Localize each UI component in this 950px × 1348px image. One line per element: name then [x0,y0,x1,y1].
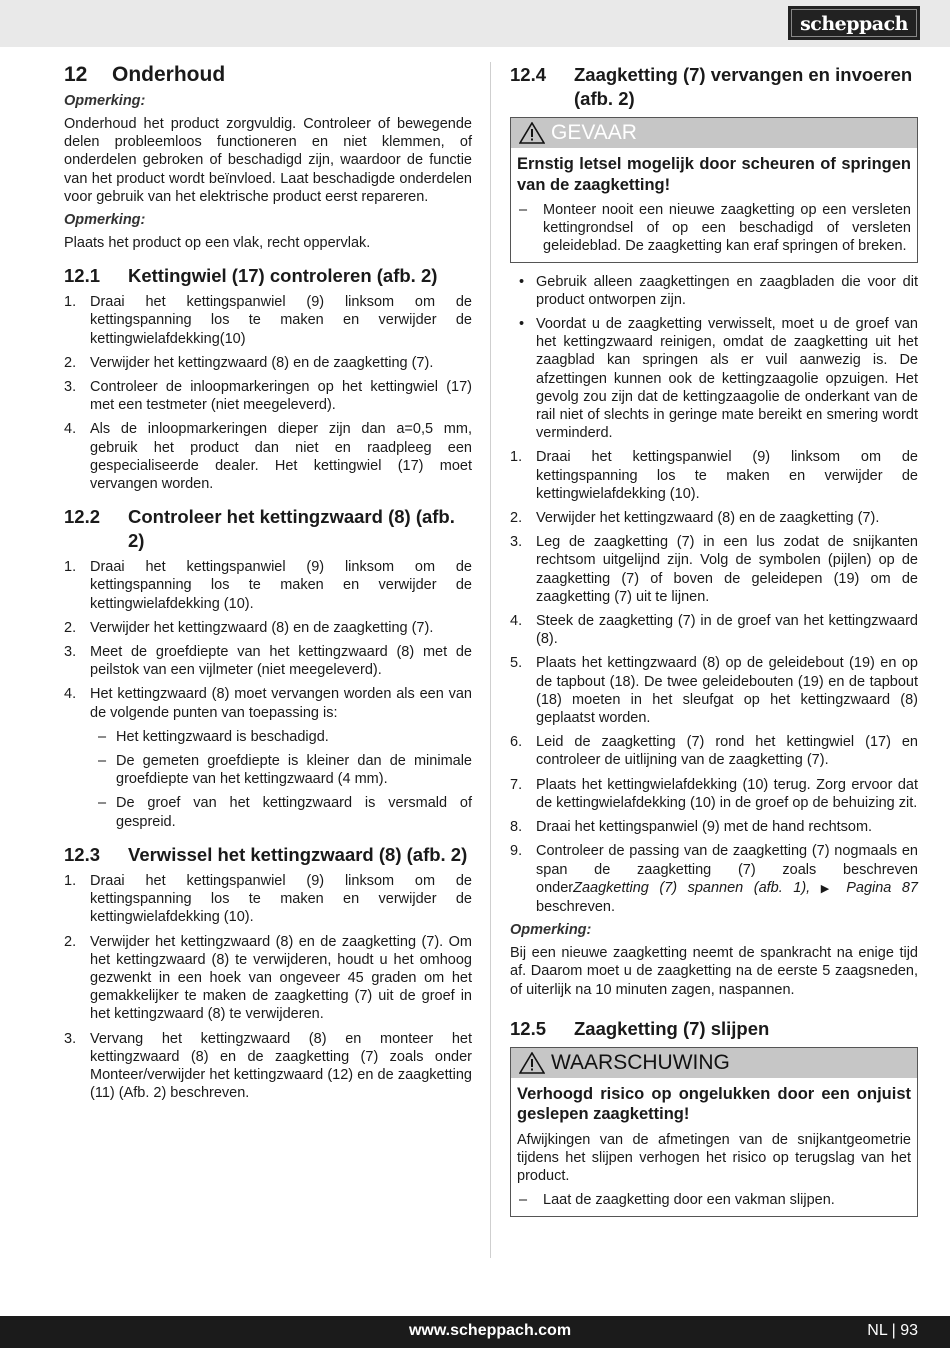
page-reference-link[interactable]: Pagina 87 [846,879,918,896]
list-item: 3. Controleer de inloopmarkeringen op het kettingwiel (17) met een testmeter (niet meegeleverd). [64,379,472,414]
list-item: 2. Verwijder het kettingzwaard (8) en de zaagketting (7). [510,510,880,527]
list-item: 6. Leid de zaagketting (7) rond het kettingwiel (17) en controleer de uitlijning van de zaagketting (7). [510,734,918,769]
list-item: 8. Draai het kettingspanwiel (9) met de hand rechtsom. [510,819,873,836]
left-column [64,60,472,1108]
list-item: – Het kettingzwaard is beschadigd. [98,728,329,745]
list-item: 3. Vervang het kettingzwaard (8) en monteer het kettingzwaard (8) en de zaagketting (7) zoals onder Monteer/verwijder het kettingzwaard (12) en de zaagketting (11) (Afb. 2) beschreven. [64,1030,472,1102]
note-label: Opmerking: [64,212,146,229]
list-item: 1. Draai het kettingspanwiel (9) linksom om de kettingspanning los te maken en verwijder de kettingwielafdekking (10). [64,559,472,612]
list-item: 1. Draai het kettingspanwiel (9) linksom om de kettingspanning los te maken en verwijder de kettingwielafdekking (10). [64,872,472,926]
section-heading-12: 12 Onderhoud [64,63,226,86]
list-item: 3. Meet de groefdiepte van het kettingzwaard (8) met de peilstok van een vijlmeter (niet meegeleverd). [64,644,472,679]
list-item: 4. Steek de zaagketting (7) in de groef van het kettingzwaard (8). [510,613,918,648]
right-column [510,60,918,1227]
header-bar [0,0,950,47]
section-heading-12-2: 12.2 Controleer het kettingzwaard (8) (afb. 2) [64,506,455,552]
danger-box [510,117,918,263]
arrow-right-icon: ▶ [820,882,836,895]
section-heading-12-4: 12.4 Zaagketting (7) vervangen en invoeren (afb. 2) [510,64,913,109]
list-item: 3. Leg de zaagketting (7) in een lus zodat de snijkanten rechtsom uitgelijnd zijn. Volg de symbolen (pijlen) op de zaagketting (7) of boven de geleidepen (19) om de zaagketting (7) uit te lijnen. [510,534,918,605]
bullet-list [510,273,918,443]
step-list [510,448,918,916]
list-item: – De groef van het kettingzwaard is versmald of gespreid. [98,795,472,830]
warning-label: WAARSCHUWING [551,1050,730,1074]
list-item: • Voordat u de zaagketting verwisselt, moet u de groef van het kettingzwaard reinigen, omdat de zaagketting uit het zaagblad kan springen als er vuil aanwezig is. De afzettingen kunnen ook de kettingzaagolie opzuigen. Het gevolg zou zijn dat de kettingzaagolie de onderkant van de rail niet of slechts in geringe mate bereikt en smering wordt verminderd. [519,316,918,442]
section-heading-12-1: 12.1 Kettingwiel (17) controleren (afb. 2) [64,265,438,287]
paragraph: Onderhoud het product zorgvuldig. Controleer of bewegende delen probleemloos functioneren en niet klemmen, of onderdelen gebroken of beschadigd zijn, waardoor de functie van het product wordt beïnvloed. Laat beschadigde onderdelen voor gebruik van het elektrische product eerst repareren. [64,116,472,205]
list-item: 2. Verwijder het kettingzwaard (8) en de zaagketting (7). Om het kettingzwaard (8) te verwijderen, houdt u het omhoog gezwenkt in een hoek van ongeveer 45 graden om het gemakkelijker te maken de zaagketting (7) uit de groef in het kettingzwaard (8) te verwijderen. [64,933,472,1023]
warning-box [510,1047,918,1217]
warning-triangle-icon [519,122,545,144]
website-link[interactable]: www.scheppach.com [408,1322,572,1339]
list-item: – De gemeten groefdiepte is kleiner dan de minimale groefdiepte van het kettingzwaard (4 mm). [98,753,472,788]
footer-bar [0,1316,950,1348]
paragraph: Plaats het product op een vlak, recht oppervlak. [64,235,371,252]
column-divider [490,62,491,1258]
warning-list [517,1191,911,1209]
danger-list [517,201,911,256]
step-list [64,293,472,493]
list-item: 2. Verwijder het kettingzwaard (8) en de zaagketting (7). [64,619,434,636]
note-label: Opmerking: [64,93,146,109]
warning-lead: Verhoogd risico op ongelukken door een onjuist geslepen zaagketting! [517,1084,911,1124]
section-heading-12-3: 12.3 Verwissel het kettingzwaard (8) (afb. 2) [64,843,468,865]
note-label: Opmerking: [510,922,592,939]
cross-reference[interactable]: Zaagketting (7) spannen (afb. 1), [573,879,811,896]
danger-lead: Ernstig letsel mogelijk door scheuren of springen van de zaagketting! [517,155,911,194]
warning-body [511,1078,917,1216]
list-item: – Monteer nooit een nieuwe zaagketting op een versleten kettingrondsel of op een beschadigd of versleten geleideblad. De zaagketting kan eraf springen of breken. [519,202,911,255]
warning-header [511,1048,917,1078]
section-heading-12-5: 12.5 Zaagketting (7) slijpen [510,1017,770,1039]
page-number: NL | 93 [867,1322,918,1339]
danger-header [511,118,917,148]
danger-label: GEVAAR [551,121,637,144]
dash-list [98,728,472,831]
warning-triangle-icon [519,1052,545,1074]
danger-body [511,148,917,262]
list-item: 1. Draai het kettingspanwiel (9) linksom om de kettingspanning los te maken en verwijder de kettingwielafdekking(10) [64,294,472,347]
paragraph: Bij een nieuwe zaagketting neemt de spankracht na enige tijd af. Daarom moet u de zaagketting na de eerste 5 zaagsneden, of uiterlijk na 10 minuten zagen, naspannen. [510,945,918,998]
list-item: 9. Controleer de passing van de zaagketting (7) nogmaals en span de zaagketting (7) zoals beschreven onderZaagketting (7) spannen (afb. 1), ▶ Pagina 87 beschreven. [510,843,918,915]
list-item: 4. Als de inloopmarkeringen dieper zijn dan a=0,5 mm, gebruik het product dan niet en raadpleeg een gespecialiseerde dealer. Het kettingwiel (17) moet vervangen worden. [64,421,472,493]
list-item: 7. Plaats het kettingwielafdekking (10) terug. Zorg ervoor dat de kettingwielafdekking (10) in de groef op de behuizing zit. [510,776,918,811]
list-item: – Laat de zaagketting door een vakman slijpen. [519,1192,835,1209]
list-item: 4. Het kettingzwaard (8) moet vervangen worden als een van de volgende punten van toepassing is: [64,686,472,721]
brand-logo: scheppach [788,6,920,40]
list-item: 5. Plaats het kettingzwaard (8) op de geleidebout (19) en op de tapbout (18). De twee geleidebouten (19) en de tapbout (18) moeten in het sleufgat op het kettingzwaard (8) geplaatst worden. [510,655,918,727]
list-item: 2. Verwijder het kettingzwaard (8) en de zaagketting (7). [64,354,434,371]
step-list [64,558,472,722]
warning-text: Afwijkingen van de afmetingen van de snijkantgeometrie tijdens het slijpen verhogen het risico op terugslag van het product. [517,1131,911,1185]
step-list [64,872,472,1102]
list-item: 1. Draai het kettingspanwiel (9) linksom om de kettingspanning los te maken en verwijder de kettingwielafdekking (10). [510,449,918,502]
list-item: • Gebruik alleen zaagkettingen en zaagbladen die voor dit product ontworpen zijn. [519,273,918,308]
